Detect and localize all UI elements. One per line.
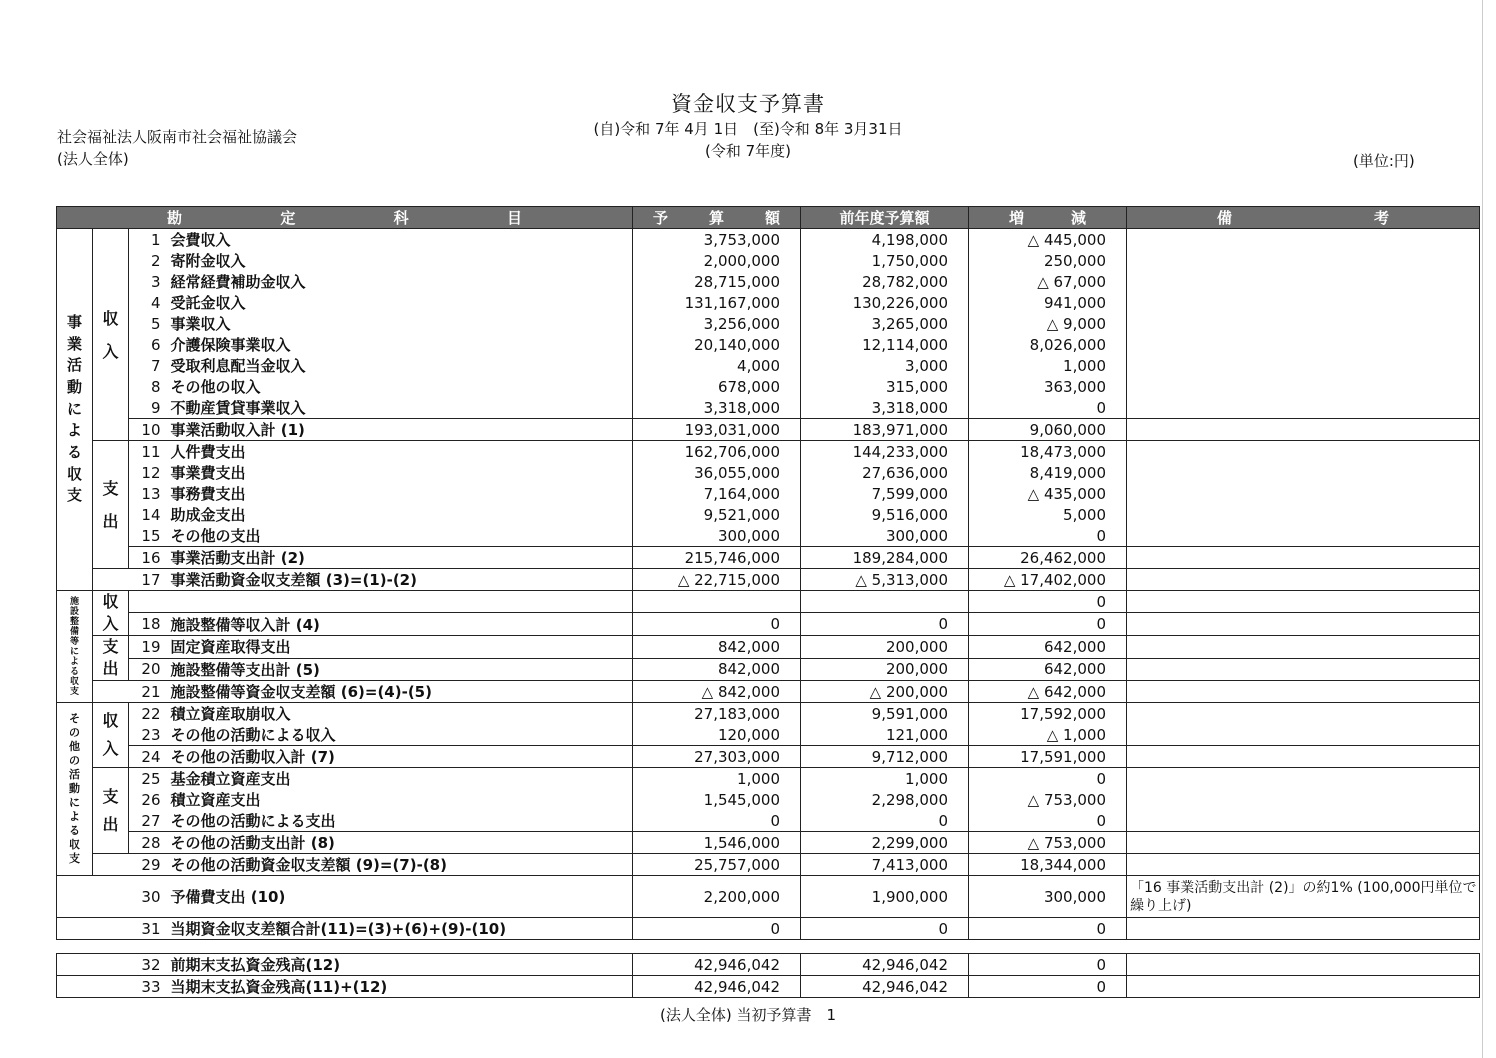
table-row bbox=[57, 613, 1480, 636]
diff-value: 0 bbox=[969, 525, 1127, 547]
prev-budget-value: 121,000 bbox=[801, 724, 969, 746]
table-row bbox=[57, 768, 1480, 790]
spacer-cell bbox=[93, 569, 129, 591]
header-account-char: 勘 bbox=[167, 209, 183, 227]
budget-value: 7,164,000 bbox=[633, 483, 801, 504]
diff-value: 0 bbox=[969, 976, 1127, 998]
diff-value: 0 bbox=[969, 954, 1127, 976]
account-name: その他の収入 bbox=[167, 376, 633, 397]
prev-budget-value: 3,000 bbox=[801, 355, 969, 376]
prev-budget-value: 130,226,000 bbox=[801, 292, 969, 313]
remark bbox=[1127, 441, 1480, 463]
diff-value: 9,060,000 bbox=[969, 419, 1127, 441]
table-row bbox=[57, 397, 1480, 419]
row-number: 17 bbox=[129, 569, 167, 591]
row-number: 31 bbox=[129, 918, 167, 940]
prev-budget-value: 200,000 bbox=[801, 636, 969, 659]
budget-value: 27,303,000 bbox=[633, 746, 801, 768]
diff-value: 26,462,000 bbox=[969, 547, 1127, 569]
spacer-cell bbox=[93, 681, 129, 703]
table-row bbox=[57, 636, 1480, 659]
remark bbox=[1127, 613, 1480, 636]
diff-value: 17,592,000 bbox=[969, 703, 1127, 725]
spacer-cell bbox=[57, 954, 129, 976]
table-row bbox=[57, 854, 1480, 876]
diff-value: △ 9,000 bbox=[969, 313, 1127, 334]
remark bbox=[1127, 313, 1480, 334]
table-row bbox=[57, 483, 1480, 504]
account-name: その他の活動による支出 bbox=[167, 810, 633, 832]
row-number: 24 bbox=[129, 746, 167, 768]
budget-value: 4,000 bbox=[633, 355, 801, 376]
remark bbox=[1127, 681, 1480, 703]
budget-value: 20,140,000 bbox=[633, 334, 801, 355]
header-account-char: 定 bbox=[280, 209, 296, 227]
diff-value: 0 bbox=[969, 918, 1127, 940]
diff-value: 5,000 bbox=[969, 504, 1127, 525]
account-name: 会費収入 bbox=[167, 229, 633, 251]
remark bbox=[1127, 483, 1480, 504]
prev-budget-value: 144,233,000 bbox=[801, 441, 969, 463]
prev-budget-value bbox=[801, 591, 969, 613]
row-number: 6 bbox=[129, 334, 167, 355]
row-number: 15 bbox=[129, 525, 167, 547]
document-title: 資金収支予算書 bbox=[671, 92, 825, 116]
table-row bbox=[57, 462, 1480, 483]
prev-budget-value: 9,712,000 bbox=[801, 746, 969, 768]
row-number: 33 bbox=[129, 976, 167, 998]
account-name: 人件費支出 bbox=[167, 441, 633, 463]
diff-value: 1,000 bbox=[969, 355, 1127, 376]
remark bbox=[1127, 271, 1480, 292]
prev-budget-value: △ 5,313,000 bbox=[801, 569, 969, 591]
account-name: 助成金支出 bbox=[167, 504, 633, 525]
table-row bbox=[57, 355, 1480, 376]
diff-value: 300,000 bbox=[969, 876, 1127, 918]
remark bbox=[1127, 355, 1480, 376]
prev-budget-value: 0 bbox=[801, 613, 969, 636]
budget-value: 0 bbox=[633, 918, 801, 940]
row-number: 7 bbox=[129, 355, 167, 376]
diff-value: △ 1,000 bbox=[969, 724, 1127, 746]
table-row bbox=[57, 250, 1480, 271]
table-row bbox=[57, 789, 1480, 810]
remark bbox=[1127, 569, 1480, 591]
remark bbox=[1127, 250, 1480, 271]
table-row bbox=[57, 658, 1480, 681]
row-number: 27 bbox=[129, 810, 167, 832]
subcategory-other-income: 収 入 bbox=[93, 703, 129, 768]
header-account bbox=[57, 207, 633, 229]
remark-reserve-note: 「16 事業活動支出計 (2)」の約1% (100,000円単位で繰り上げ) bbox=[1127, 876, 1480, 918]
prev-budget-value: 3,265,000 bbox=[801, 313, 969, 334]
prev-budget-value: 1,750,000 bbox=[801, 250, 969, 271]
balance-table bbox=[56, 953, 1480, 998]
budget-table bbox=[56, 206, 1480, 940]
prev-budget-value: 189,284,000 bbox=[801, 547, 969, 569]
diff-value: △ 445,000 bbox=[969, 229, 1127, 251]
row-number: 5 bbox=[129, 313, 167, 334]
diff-value: 0 bbox=[969, 810, 1127, 832]
diff-value: △ 17,402,000 bbox=[969, 569, 1127, 591]
account-name: 寄附金収入 bbox=[167, 250, 633, 271]
row-number: 16 bbox=[129, 547, 167, 569]
account-name: 基金積立資産支出 bbox=[167, 768, 633, 790]
row-number: 10 bbox=[129, 419, 167, 441]
budget-value: 42,946,042 bbox=[633, 954, 801, 976]
remark bbox=[1127, 746, 1480, 768]
remark bbox=[1127, 976, 1480, 998]
row-number: 8 bbox=[129, 376, 167, 397]
prev-budget-value: 2,298,000 bbox=[801, 789, 969, 810]
account-name: 不動産賃貸事業収入 bbox=[167, 397, 633, 419]
diff-value: 0 bbox=[969, 613, 1127, 636]
budget-value: 2,200,000 bbox=[633, 876, 801, 918]
remark bbox=[1127, 334, 1480, 355]
header-diff-char: 減 bbox=[1070, 209, 1086, 227]
row-number: 18 bbox=[129, 613, 167, 636]
diff-value: 0 bbox=[969, 591, 1127, 613]
prev-budget-value: 0 bbox=[801, 918, 969, 940]
spacer-cell bbox=[57, 976, 129, 998]
subcategory-facility-expense: 支 出 bbox=[93, 636, 129, 681]
account-name: 事務費支出 bbox=[167, 483, 633, 504]
budget-value: 3,318,000 bbox=[633, 397, 801, 419]
row-number: 2 bbox=[129, 250, 167, 271]
prev-budget-value: 9,591,000 bbox=[801, 703, 969, 725]
prev-budget-value: 7,413,000 bbox=[801, 854, 969, 876]
row-number: 19 bbox=[129, 636, 167, 659]
account-name: 事業収入 bbox=[167, 313, 633, 334]
remark bbox=[1127, 591, 1480, 613]
prev-budget-value: 42,946,042 bbox=[801, 976, 969, 998]
diff-value: 250,000 bbox=[969, 250, 1127, 271]
account-name: 積立資産支出 bbox=[167, 789, 633, 810]
header-budget-char: 額 bbox=[764, 209, 780, 227]
spacer-cell bbox=[57, 918, 129, 940]
account-name: その他の活動による収入 bbox=[167, 724, 633, 746]
diff-value: 0 bbox=[969, 397, 1127, 419]
diff-value: 8,026,000 bbox=[969, 334, 1127, 355]
row-number bbox=[129, 591, 167, 613]
prev-budget-value: 3,318,000 bbox=[801, 397, 969, 419]
budget-value: 131,167,000 bbox=[633, 292, 801, 313]
table-row bbox=[57, 271, 1480, 292]
remark bbox=[1127, 658, 1480, 681]
table-row bbox=[57, 918, 1480, 940]
prev-budget-value: 12,114,000 bbox=[801, 334, 969, 355]
row-number: 30 bbox=[129, 876, 167, 918]
remark bbox=[1127, 724, 1480, 746]
table-row bbox=[57, 681, 1480, 703]
row-number: 28 bbox=[129, 832, 167, 854]
header-remarks bbox=[1127, 207, 1480, 229]
subcategory-facility-income: 収 入 bbox=[93, 591, 129, 636]
prev-budget-value: 300,000 bbox=[801, 525, 969, 547]
remark bbox=[1127, 810, 1480, 832]
budget-value: 678,000 bbox=[633, 376, 801, 397]
remark bbox=[1127, 504, 1480, 525]
account-name: その他の活動資金収支差額 (9)=(7)-(8) bbox=[167, 854, 633, 876]
header-diff-char: 増 bbox=[1009, 209, 1025, 227]
budget-value: 28,715,000 bbox=[633, 271, 801, 292]
account-name: 積立資産取崩収入 bbox=[167, 703, 633, 725]
prev-budget-value: △ 200,000 bbox=[801, 681, 969, 703]
table-row bbox=[57, 292, 1480, 313]
prev-budget-value: 7,599,000 bbox=[801, 483, 969, 504]
remark bbox=[1127, 419, 1480, 441]
budget-value: △ 842,000 bbox=[633, 681, 801, 703]
row-number: 9 bbox=[129, 397, 167, 419]
table-row bbox=[57, 591, 1480, 613]
row-number: 22 bbox=[129, 703, 167, 725]
budget-value: 1,000 bbox=[633, 768, 801, 790]
diff-value: 941,000 bbox=[969, 292, 1127, 313]
row-number: 20 bbox=[129, 658, 167, 681]
diff-value: 17,591,000 bbox=[969, 746, 1127, 768]
remark bbox=[1127, 789, 1480, 810]
account-name: その他の活動支出計 (8) bbox=[167, 832, 633, 854]
organization-name: 社会福祉法人阪南市社会福祉協議会 bbox=[57, 128, 298, 146]
account-name: 固定資産取得支出 bbox=[167, 636, 633, 659]
budget-value: 3,753,000 bbox=[633, 229, 801, 251]
prev-budget-value: 27,636,000 bbox=[801, 462, 969, 483]
account-name bbox=[167, 591, 633, 613]
diff-value: △ 435,000 bbox=[969, 483, 1127, 504]
budget-value: 193,031,000 bbox=[633, 419, 801, 441]
account-name: 当期末支払資金残高(11)+(12) bbox=[167, 976, 633, 998]
row-number: 12 bbox=[129, 462, 167, 483]
prev-budget-value: 183,971,000 bbox=[801, 419, 969, 441]
budget-value: 120,000 bbox=[633, 724, 801, 746]
row-number: 21 bbox=[129, 681, 167, 703]
budget-value: 300,000 bbox=[633, 525, 801, 547]
table-row bbox=[57, 229, 1480, 251]
remark bbox=[1127, 854, 1480, 876]
diff-value: 0 bbox=[969, 768, 1127, 790]
prev-budget-value: 28,782,000 bbox=[801, 271, 969, 292]
account-name: 受取利息配当金収入 bbox=[167, 355, 633, 376]
table-row bbox=[57, 504, 1480, 525]
row-number: 29 bbox=[129, 854, 167, 876]
remark bbox=[1127, 918, 1480, 940]
budget-value: △ 22,715,000 bbox=[633, 569, 801, 591]
table-row bbox=[57, 525, 1480, 547]
diff-value: △ 642,000 bbox=[969, 681, 1127, 703]
prev-budget-value: 1,900,000 bbox=[801, 876, 969, 918]
row-number: 26 bbox=[129, 789, 167, 810]
table-row bbox=[57, 419, 1480, 441]
table-row bbox=[57, 954, 1480, 976]
header-account-char: 目 bbox=[506, 209, 522, 227]
remark bbox=[1127, 832, 1480, 854]
page-footer: (法人全体) 当初予算書 1 bbox=[659, 1006, 837, 1024]
prev-budget-value: 315,000 bbox=[801, 376, 969, 397]
account-name: 事業活動資金収支差額 (3)=(1)-(2) bbox=[167, 569, 633, 591]
account-name: 施設整備等支出計 (5) bbox=[167, 658, 633, 681]
budget-value: 3,256,000 bbox=[633, 313, 801, 334]
budget-value: 9,521,000 bbox=[633, 504, 801, 525]
prev-budget-value: 1,000 bbox=[801, 768, 969, 790]
header-diff bbox=[969, 207, 1127, 229]
account-name: 施設整備等資金収支差額 (6)=(4)-(5) bbox=[167, 681, 633, 703]
table-row bbox=[57, 876, 1480, 918]
account-name: 介護保険事業収入 bbox=[167, 334, 633, 355]
account-name: 事業活動収入計 (1) bbox=[167, 419, 633, 441]
account-name: 事業活動支出計 (2) bbox=[167, 547, 633, 569]
budget-value: 1,546,000 bbox=[633, 832, 801, 854]
header-remarks-char: 考 bbox=[1373, 209, 1389, 227]
account-name: 受託金収入 bbox=[167, 292, 633, 313]
table-row bbox=[57, 313, 1480, 334]
account-name: 前期末支払資金残高(12) bbox=[167, 954, 633, 976]
row-number: 4 bbox=[129, 292, 167, 313]
prev-budget-value: 9,516,000 bbox=[801, 504, 969, 525]
header-remarks-char: 備 bbox=[1217, 209, 1233, 227]
remark bbox=[1127, 768, 1480, 790]
table-row bbox=[57, 334, 1480, 355]
budget-value bbox=[633, 591, 801, 613]
table-row bbox=[57, 810, 1480, 832]
prev-budget-value: 42,946,042 bbox=[801, 954, 969, 976]
header-budget-char: 予 bbox=[653, 209, 669, 227]
unit-label: (単位:円) bbox=[1353, 152, 1415, 170]
header-account-char: 科 bbox=[393, 209, 409, 227]
budget-value: 27,183,000 bbox=[633, 703, 801, 725]
prev-budget-value: 2,299,000 bbox=[801, 832, 969, 854]
subcategory-other-expense: 支 出 bbox=[93, 768, 129, 854]
row-number: 23 bbox=[129, 724, 167, 746]
diff-value: 18,344,000 bbox=[969, 854, 1127, 876]
budget-value: 42,946,042 bbox=[633, 976, 801, 998]
row-number: 32 bbox=[129, 954, 167, 976]
period-range: (自)令和 7年 4月 1日 (至)令和 8年 3月31日 bbox=[593, 120, 903, 138]
diff-value: 8,419,000 bbox=[969, 462, 1127, 483]
spacer-cell bbox=[57, 876, 129, 918]
prev-budget-value: 0 bbox=[801, 810, 969, 832]
remark bbox=[1127, 547, 1480, 569]
table-row bbox=[57, 441, 1480, 463]
row-number: 1 bbox=[129, 229, 167, 251]
table-row bbox=[57, 569, 1480, 591]
budget-value: 0 bbox=[633, 810, 801, 832]
scope-label: (法人全体) bbox=[57, 150, 129, 168]
diff-value: △ 753,000 bbox=[969, 832, 1127, 854]
spacer-cell bbox=[93, 854, 129, 876]
remark bbox=[1127, 292, 1480, 313]
category-other-activity: そ の 他 の 活 動 に よ る 収 支 bbox=[57, 703, 93, 876]
row-number: 14 bbox=[129, 504, 167, 525]
budget-value: 215,746,000 bbox=[633, 547, 801, 569]
prev-budget-value: 4,198,000 bbox=[801, 229, 969, 251]
account-name: その他の活動収入計 (7) bbox=[167, 746, 633, 768]
account-name: 当期資金収支差額合計(11)=(3)+(6)+(9)-(10) bbox=[167, 918, 633, 940]
account-name: その他の支出 bbox=[167, 525, 633, 547]
remark bbox=[1127, 954, 1480, 976]
table-row bbox=[57, 547, 1480, 569]
remark bbox=[1127, 636, 1480, 659]
budget-value: 842,000 bbox=[633, 636, 801, 659]
table-header-row bbox=[57, 207, 1480, 229]
account-name: 予備費支出 (10) bbox=[167, 876, 633, 918]
budget-value: 1,545,000 bbox=[633, 789, 801, 810]
table-row bbox=[57, 746, 1480, 768]
diff-value: △ 753,000 bbox=[969, 789, 1127, 810]
header-budget bbox=[633, 207, 801, 229]
account-name: 事業費支出 bbox=[167, 462, 633, 483]
diff-value: 642,000 bbox=[969, 658, 1127, 681]
budget-value: 25,757,000 bbox=[633, 854, 801, 876]
header-budget-char: 算 bbox=[708, 209, 724, 227]
table-row bbox=[57, 376, 1480, 397]
remark bbox=[1127, 525, 1480, 547]
remark bbox=[1127, 229, 1480, 251]
diff-value: 363,000 bbox=[969, 376, 1127, 397]
table-row bbox=[57, 976, 1480, 998]
subcategory-income: 収 入 bbox=[93, 229, 129, 441]
budget-value: 842,000 bbox=[633, 658, 801, 681]
budget-value: 162,706,000 bbox=[633, 441, 801, 463]
prev-budget-value: 200,000 bbox=[801, 658, 969, 681]
remark bbox=[1127, 462, 1480, 483]
account-name: 経常経費補助金収入 bbox=[167, 271, 633, 292]
diff-value: 642,000 bbox=[969, 636, 1127, 659]
row-number: 3 bbox=[129, 271, 167, 292]
remark bbox=[1127, 703, 1480, 725]
remark bbox=[1127, 376, 1480, 397]
budget-value: 2,000,000 bbox=[633, 250, 801, 271]
remark bbox=[1127, 397, 1480, 419]
fiscal-year: (令和 7年度) bbox=[704, 142, 792, 160]
table-row bbox=[57, 832, 1480, 854]
account-name: 施設整備等収入計 (4) bbox=[167, 613, 633, 636]
row-number: 13 bbox=[129, 483, 167, 504]
row-number: 11 bbox=[129, 441, 167, 463]
table-row bbox=[57, 724, 1480, 746]
budget-value: 0 bbox=[633, 613, 801, 636]
subcategory-expense: 支 出 bbox=[93, 441, 129, 569]
category-business-activity: 事 業 活 動 に よ る 収 支 bbox=[57, 229, 93, 591]
header-prev-budget: 前年度予算額 bbox=[801, 207, 969, 229]
row-number: 25 bbox=[129, 768, 167, 790]
budget-value: 36,055,000 bbox=[633, 462, 801, 483]
diff-value: △ 67,000 bbox=[969, 271, 1127, 292]
table-row bbox=[57, 703, 1480, 725]
category-facility: 施 設 整 備 等 に よ る 収 支 bbox=[57, 591, 93, 703]
diff-value: 18,473,000 bbox=[969, 441, 1127, 463]
